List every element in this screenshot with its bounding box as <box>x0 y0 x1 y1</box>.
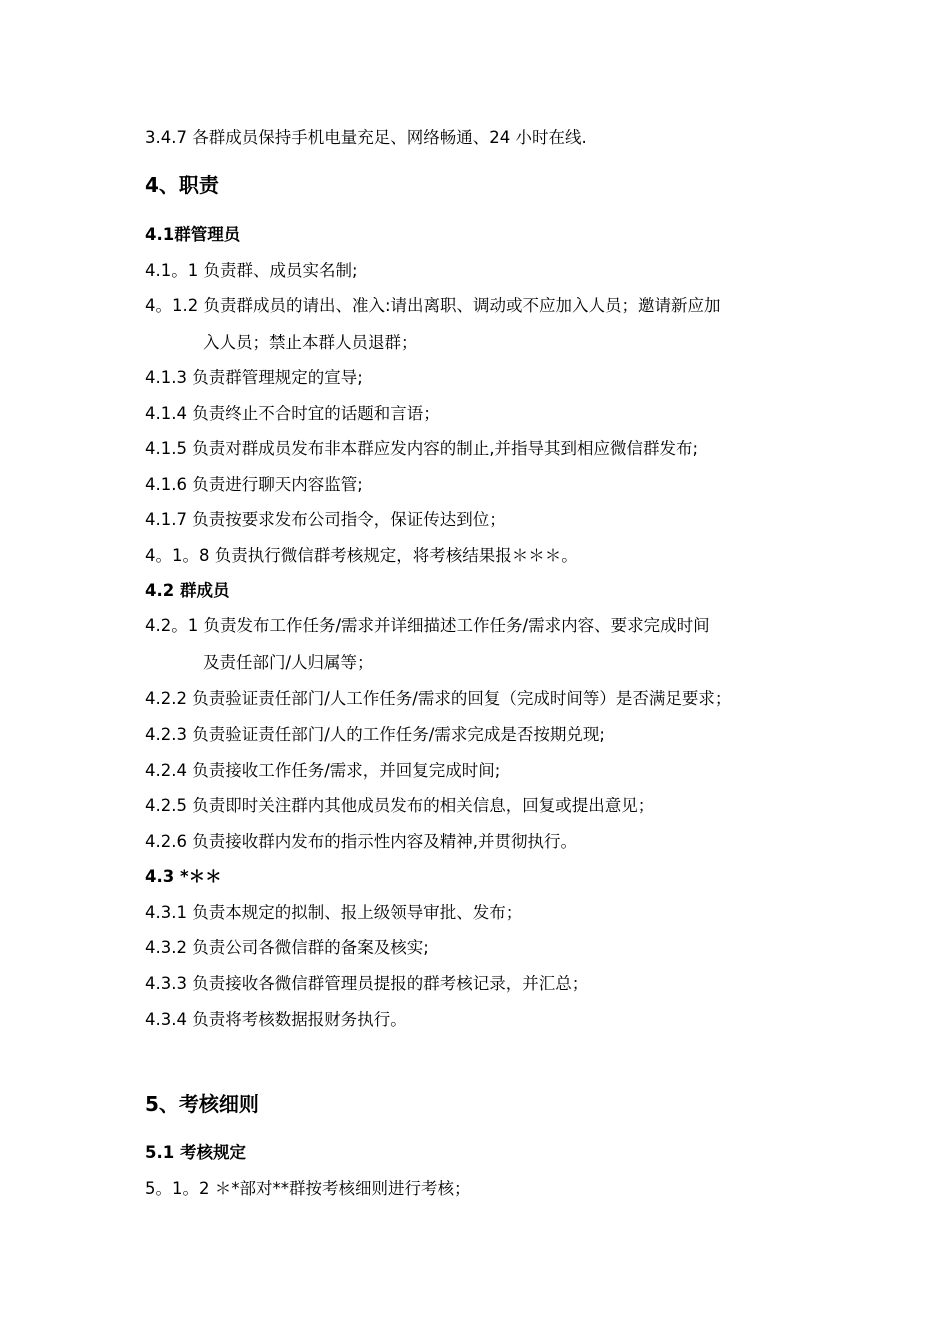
text-line: 4.2.4 负责接收工作任务/需求，并回复完成时间; <box>145 761 501 780</box>
text-line: 入人员；禁止本群人员退群； <box>203 333 418 352</box>
text-line: 5。1。2 ＊*部对**群按考核细则进行考核； <box>145 1179 471 1198</box>
text-line: 4.2。1 负责发布工作任务/需求并详细描述工作任务/需求内容、要求完成时间 <box>145 616 710 635</box>
text-line: 4.1.5 负责对群成员发布非本群应发内容的制止,并指导其到相应微信群发布; <box>145 439 699 458</box>
text-line: 4.1.4 负责终止不合时宜的话题和言语； <box>145 404 440 423</box>
text-line: 及责任部门/人归属等； <box>203 653 374 672</box>
text-line: 4。1.2 负责群成员的请出、准入:请出离职、调动或不应加入人员；邀请新应加 <box>145 296 721 315</box>
text-line: 4.3.4 负责将考核数据报财务执行。 <box>145 1010 407 1029</box>
text-line: 4.2.6 负责接收群内发布的指示性内容及精神,并贯彻执行。 <box>145 832 577 851</box>
text-line: 4.2.3 负责验证责任部门/人的工作任务/需求完成是否按期兑现; <box>145 725 605 744</box>
section-heading: 4、职责 <box>145 173 219 197</box>
text-line: 4.3.3 负责接收各微信群管理员提报的群考核记录，并汇总； <box>145 974 589 993</box>
text-line: 4.1.6 负责进行聊天内容监管; <box>145 475 363 494</box>
subsection-heading: 4.1群管理员 <box>145 225 241 244</box>
text-line: 3.4.7 各群成员保持手机电量充足、网络畅通、24 小时在线. <box>145 128 587 147</box>
subsection-heading: 4.3 *＊＊ <box>145 867 222 886</box>
text-line: 4。1。8 负责执行微信群考核规定，将考核结果报＊＊＊。 <box>145 546 578 565</box>
text-line: 4.2.2 负责验证责任部门/人工作任务/需求的回复（完成时间等）是否满足要求； <box>145 689 732 708</box>
text-line: 4.3.1 负责本规定的拟制、报上级领导审批、发布； <box>145 903 523 922</box>
text-line: 4.1.7 负责按要求发布公司指令，保证传达到位； <box>145 510 506 529</box>
subsection-heading: 4.2 群成员 <box>145 581 230 600</box>
text-line: 4.3.2 负责公司各微信群的备案及核实; <box>145 938 429 957</box>
section-heading: 5、考核细则 <box>145 1092 259 1116</box>
subsection-heading: 5.1 考核规定 <box>145 1143 246 1162</box>
text-line: 4.1。1 负责群、成员实名制; <box>145 261 358 280</box>
text-line: 4.1.3 负责群管理规定的宣导; <box>145 368 363 387</box>
text-line: 4.2.5 负责即时关注群内其他成员发布的相关信息，回复或提出意见； <box>145 796 655 815</box>
